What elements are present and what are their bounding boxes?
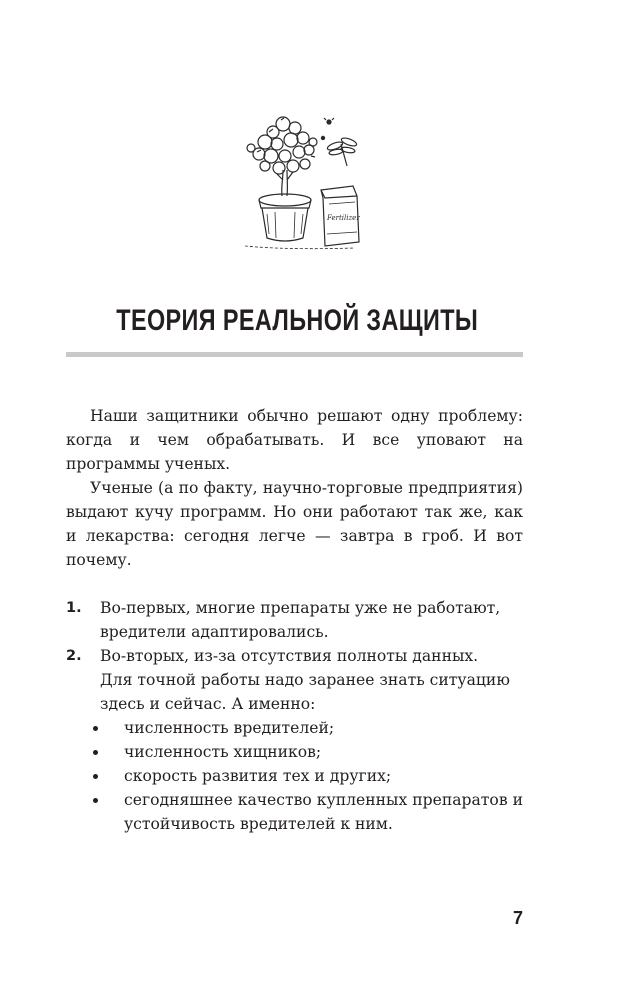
bullet-icon [93, 750, 98, 755]
item-number: 1. [66, 600, 82, 616]
chapter-title: ТЕОРИЯ РЕАЛЬНОЙ ЗАЩИТЫ [116, 304, 479, 337]
fertilizer-label: Fertilizer [327, 214, 360, 222]
title-underline [66, 352, 523, 357]
item-text: Во-вторых, из-за отсутствия полноты данных. [100, 647, 479, 665]
paragraph: Ученые (а по факту, научно-торговые предприятия) выдают кучу программ. Но они работают так же, как и лекарства: сегодня легче — завтра в гроб. И вот почему. [66, 479, 523, 569]
page-number: 7 [512, 908, 523, 928]
list-item: численность вредителей; [66, 716, 523, 740]
potted-tree-illustration [225, 108, 375, 256]
bullet-icon [93, 774, 98, 779]
list-item: численность хищников; [66, 740, 523, 764]
bullet-icon [93, 798, 98, 803]
dragonfly-icon [326, 136, 357, 166]
tree-foliage [247, 117, 317, 174]
list-item: скорость развития тех и других; [66, 764, 523, 788]
bug-icon [321, 118, 334, 140]
item-text: Во-первых, многие препараты уже не работают, вредители адаптировались. [100, 599, 501, 641]
bullet-icon [93, 726, 98, 731]
item-text: Для точной работы надо заранее знать ситуацию здесь и сейчас. А именно: [100, 671, 510, 713]
bullet-list [66, 716, 523, 836]
list-item: сегодняшнее качество купленных препаратов и устойчивость вредителей к ним. [66, 788, 523, 836]
numbered-item-continuation [66, 668, 523, 716]
numbered-item [66, 596, 523, 644]
flower-pot [259, 194, 311, 241]
numbered-item [66, 644, 523, 668]
chapter-body [66, 404, 523, 836]
item-number: 2. [66, 648, 82, 664]
ground-line [245, 246, 355, 249]
paragraph: Наши защитники обычно решают одну проблему: когда и чем обрабатывать. И все уповают на программы ученых. [66, 407, 523, 473]
